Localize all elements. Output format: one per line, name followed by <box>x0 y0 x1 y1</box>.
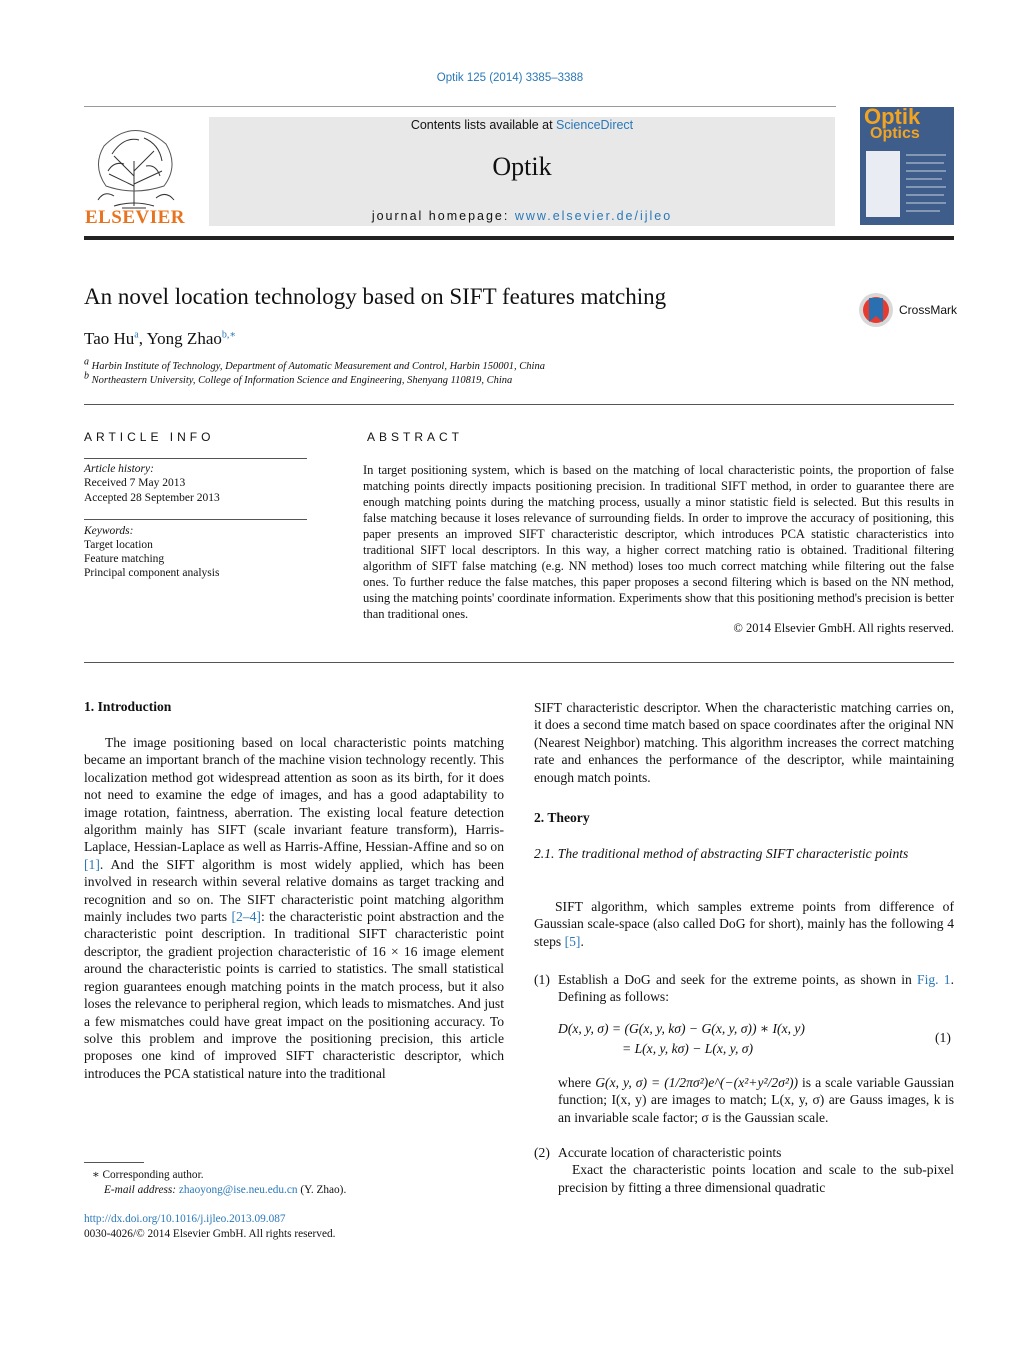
list-item <box>534 1144 954 1196</box>
doi-link[interactable]: http://dx.doi.org/10.1016/j.ijleo.2013.09.087 <box>84 1213 286 1225</box>
footnote <box>84 1168 346 1198</box>
gaussian-formula: G(x, y, σ) = (1/2πσ²)e^(−(x²+y²/2σ²)) <box>595 1075 798 1090</box>
list-item-text: Exact the characteristic points location and scale to the sub-pixel precision by fitting a three dimensional quadratic <box>558 1162 954 1195</box>
journal-cover-thumbnail[interactable] <box>860 107 954 225</box>
equation-number: (1) <box>935 1030 951 1045</box>
abstract-text: In target positioning system, which is based on the matching of local characteristic points, the proportion of false matching points directly impacts positioning precision. In traditional SIFT method, in order to guarantee there are enough matching points during the matching process, usually a minor statistic field is selected. But this results in false matching because it loses relevance of surrounding fields. In order to improve the accuracy of positioning, this paper presents an improved SIFT characteristic descriptor, which introduces PCA statistic characteristics into traditional SIFT local descriptors. In this way, a higher correct matching ratio is obtained. Traditional filtering algorithm of SIFT false matching (e.g. NN method) loses too much correct matching while filtering out the false ones. To further reduce the false matches, this paper proposes a second filtering which is based on the NN method, using the matching points' coordinate information. Experiments show that this positioning method's precision is better than traditional ones. <box>363 463 954 621</box>
accepted-date: Accepted 28 September 2013 <box>84 492 220 504</box>
issn-line: 0030-4026/© 2014 Elsevier GmbH. All rights reserved. <box>84 1228 336 1240</box>
affiliation-divider <box>84 404 954 405</box>
list-number: (2) <box>534 1145 550 1160</box>
cover-contents-graphic-icon <box>864 147 950 221</box>
email-suffix: (Y. Zhao). <box>297 1184 347 1196</box>
header-divider <box>84 106 836 107</box>
history-label: Article history: <box>84 463 154 475</box>
affiliation-text: Harbin Institute of Technology, Department of Automatic Measurement and Control, Harbin 150001, China <box>91 361 545 372</box>
theory-text <box>534 898 954 950</box>
doi-block <box>84 1212 335 1242</box>
footnote-divider <box>84 1162 144 1163</box>
email-link[interactable]: zhaoyong@ise.neu.edu.cn <box>178 1184 298 1196</box>
abstract-heading: ABSTRACT <box>367 430 464 444</box>
equation-line: = L(x, y, kσ) − L(x, y, σ) <box>622 1041 754 1056</box>
homepage-prefix: journal homepage: <box>371 209 515 223</box>
affiliation-a <box>84 356 545 372</box>
keyword: Feature matching <box>84 553 165 565</box>
text-run: where <box>558 1075 596 1090</box>
cover-subtitle: Optics <box>870 125 920 142</box>
crossmark-label: CrossMark <box>899 303 958 317</box>
homepage-link[interactable]: www.elsevier.de/ijleo <box>514 209 673 223</box>
reference-link[interactable]: [2–4] <box>231 909 261 925</box>
equation-line: D(x, y, σ) = (G(x, y, kσ) − G(x, y, σ)) ∗ I(x, y) <box>558 1021 805 1036</box>
affiliation-marker: b <box>84 370 89 382</box>
article-title: An novel location technology based on SIFT features matching <box>84 284 667 309</box>
sciencedirect-link[interactable]: ScienceDirect <box>556 118 634 132</box>
author-affiliation-marker[interactable]: a <box>134 329 139 341</box>
journal-homepage <box>209 209 835 223</box>
affiliation-marker: a <box>84 356 89 368</box>
list-number: (1) <box>534 972 550 987</box>
keyword: Target location <box>84 539 153 551</box>
elsevier-wordmark: ELSEVIER <box>84 207 186 228</box>
introduction-body <box>84 734 504 1082</box>
author-name: Yong Zhao <box>146 329 222 348</box>
section-heading-theory: 2. Theory <box>534 810 590 825</box>
email-label: E-mail address: <box>104 1184 179 1196</box>
header-thick-rule <box>84 236 954 240</box>
list-item-continued <box>558 1074 954 1126</box>
cover-title: Optik <box>864 107 921 129</box>
author-affiliation-marker[interactable]: b,∗ <box>221 329 237 341</box>
author-separator: , <box>138 329 147 348</box>
text-run: Establish a DoG and seek for the extreme points, as shown in <box>558 972 918 987</box>
article-info-divider <box>84 458 307 459</box>
abstract-copyright: © 2014 Elsevier GmbH. All rights reserved. <box>733 621 954 635</box>
contents-prefix: Contents lists available at <box>410 118 557 132</box>
section-heading-introduction: 1. Introduction <box>84 699 172 714</box>
received-date: Received 7 May 2013 <box>84 477 186 489</box>
text-run: . Defining as follows: <box>558 972 954 1005</box>
reference-link[interactable]: [1] <box>84 856 100 872</box>
list-item-title-line <box>534 1144 954 1161</box>
affiliation-b <box>84 370 513 386</box>
journal-citation[interactable]: Optik 125 (2014) 3385–3388 <box>436 72 584 84</box>
corresponding-author-note: ∗ Corresponding author. <box>92 1169 204 1181</box>
contents-line <box>209 118 835 132</box>
abstract-divider <box>84 662 954 663</box>
introduction-paragraph <box>84 734 504 1082</box>
text-run: : the characteristic point abstraction and the characteristic point description. In traditional SIFT characteristic point descriptor, the gradient projection characteristic of 16 × 16 image element around the characteristic points is carried to statistics. The small statistical region guarantees enough matching points in the match process, but it also loses the relevance to peripheral region, which leads to mismatches. And just a few mismatches could have great impact on the positioning accuracy. To solve this problem and improve the positioning precision, this article proposes one kind of improved SIFT characteristic descriptor, which introduces the PCA statistical nature into the traditional <box>84 909 504 1081</box>
text-run: The image positioning based on local characteristic points matching became an important branch of the machine vision technology recently. This localization method got widespread attention as soon as its birth, for it does not need to examine the edge of images, and has a good adaptability to image rotation, faintness, aberration. The existing local feature detection algorithm mainly has SIFT (scale invariant feature transform), Harris-Laplace, Hessian-Laplace as well as Harris-Affine, Hessian-Affine and so on <box>84 735 504 855</box>
author-name: Tao Hu <box>84 329 135 348</box>
subsection-heading: 2.1. The traditional method of abstracting SIFT characteristic points <box>534 846 909 861</box>
text-run: is a scale variable Gaussian function; I(x, y) are images to match; L(x, y, σ) are Gauss images, k is an invariable scale factor; σ is the Gaussian scale. <box>558 1075 954 1125</box>
reference-link[interactable]: [5] <box>564 933 581 949</box>
list-item <box>534 971 954 1006</box>
article-info-heading: ARTICLE INFO <box>84 430 215 444</box>
list-item-title: Accurate location of characteristic points <box>558 1145 782 1160</box>
keywords-label: Keywords: <box>84 525 134 537</box>
text-run: . <box>580 933 584 949</box>
figure-link[interactable]: Fig. 1 <box>917 972 951 987</box>
author-list <box>84 329 236 349</box>
introduction-continued: SIFT characteristic descriptor. When the characteristic matching carries on, it does a second time match based on space coordinates after the original NN (Nearest Neighbor) matching. This algorithm increases the correct matching rate and enhances the performance of the descriptor, while maintaining enough match points. <box>534 700 954 785</box>
text-run: SIFT algorithm, which samples extreme points from difference of Gaussian scale-space (also called DoG for short), mainly has the following 4 steps <box>534 899 954 949</box>
equation-1 <box>558 1019 954 1059</box>
journal-name: Optik <box>492 152 552 181</box>
text-run: . And the SIFT algorithm is most widely applied, which has been involved in research within several relative domains as target tracking and recognition and so on. The SIFT characteristic point matching algorithm mainly includes two parts <box>84 856 504 925</box>
theory-paragraph <box>534 898 954 950</box>
affiliation-text: Northeastern University, College of Information Science and Engineering, Shenyang 110819, China <box>91 375 513 386</box>
keywords-divider <box>84 519 307 520</box>
keyword: Principal component analysis <box>84 567 220 579</box>
email-line <box>84 1183 346 1198</box>
